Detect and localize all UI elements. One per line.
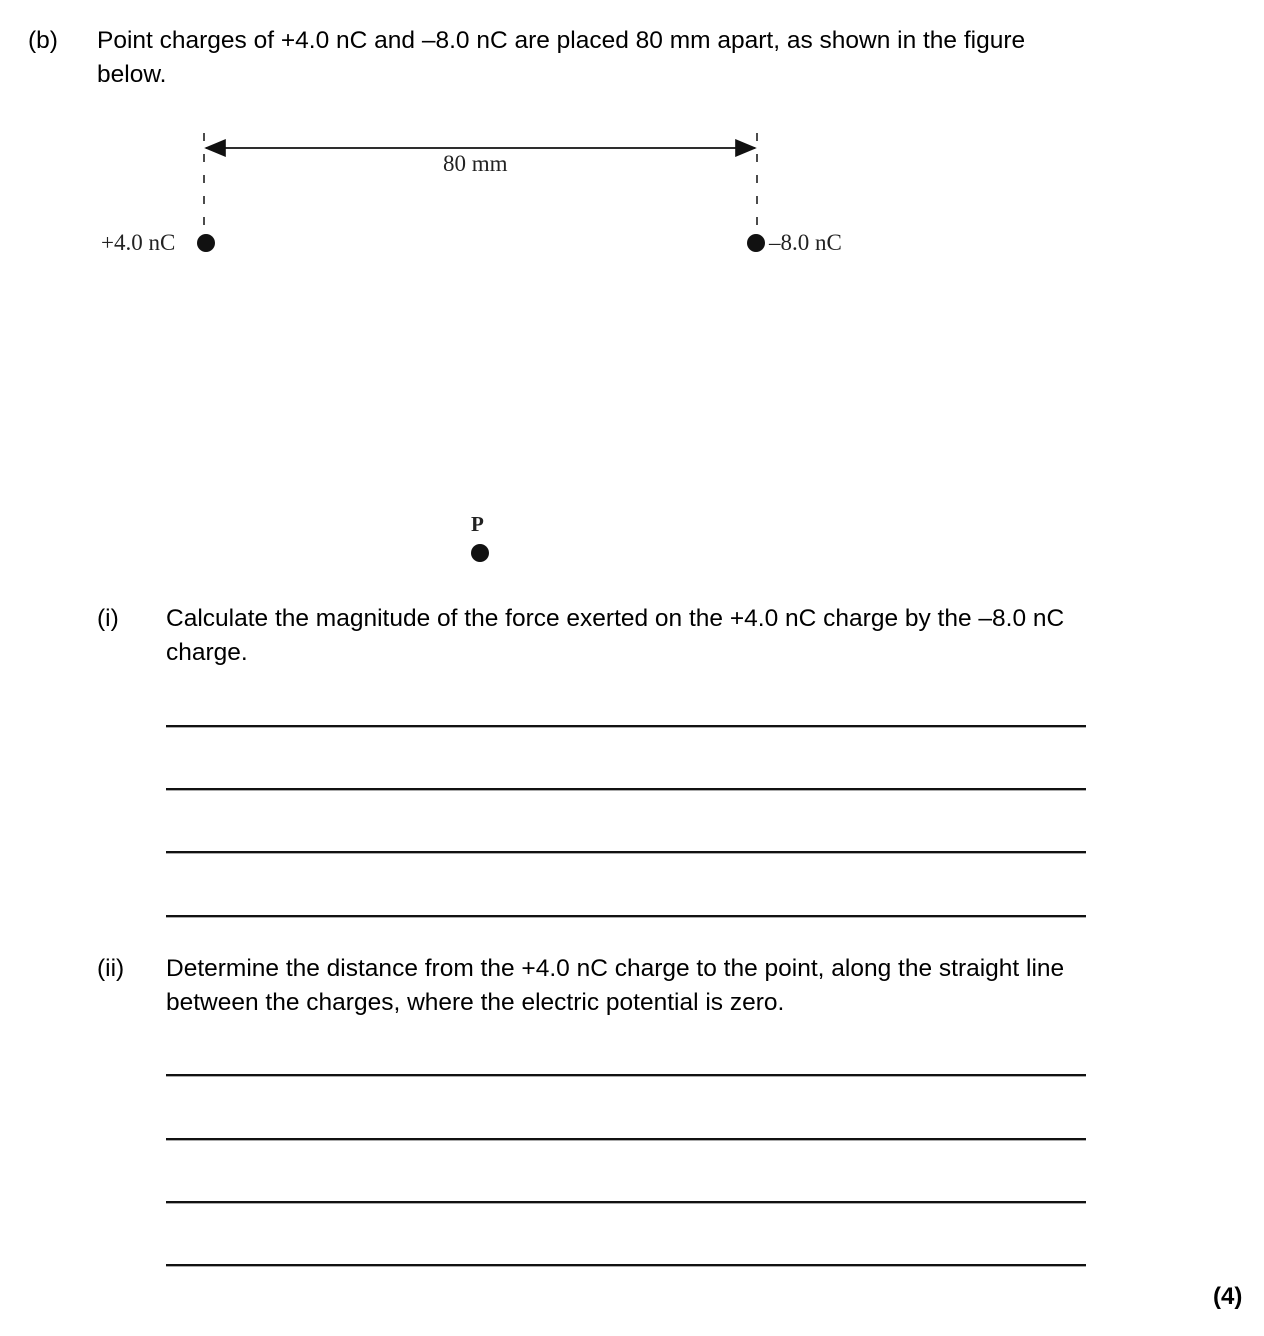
part-i-text-line1: Calculate the magnitude of the force exerted on the +4.0 nC charge by the –8.0 nC — [166, 605, 1065, 632]
part-ii-label: (ii) — [97, 955, 125, 982]
positive-charge-dot — [197, 234, 215, 252]
marks-label: (4) — [1213, 1283, 1243, 1310]
part-ii-text-line1: Determine the distance from the +4.0 nC charge to the point, along the straight line — [166, 955, 1065, 982]
distance-label: 80 mm — [443, 151, 508, 176]
answer-line-ii-1[interactable] — [166, 1074, 1086, 1077]
answer-line-i-4[interactable] — [166, 915, 1086, 918]
point-p-dot — [471, 544, 489, 562]
point-p-label: P — [471, 512, 484, 536]
charge-left-label: +4.0 nC — [101, 230, 176, 255]
part-i-text-line2: charge. — [166, 639, 248, 666]
charges-figure — [0, 0, 1264, 600]
negative-charge-dot — [747, 234, 765, 252]
answer-line-ii-4[interactable] — [166, 1264, 1086, 1267]
part-b-text-line1: Point charges of +4.0 nC and –8.0 nC are placed 80 mm apart, as shown in the figure — [97, 27, 1026, 54]
answer-line-ii-2[interactable] — [166, 1138, 1086, 1141]
part-b-label: (b) — [28, 27, 58, 54]
part-b-text-line2: below. — [97, 61, 167, 88]
answer-line-i-1[interactable] — [166, 725, 1086, 728]
charge-right-label: –8.0 nC — [769, 230, 842, 255]
answer-line-ii-3[interactable] — [166, 1201, 1086, 1204]
answer-line-i-2[interactable] — [166, 788, 1086, 791]
answer-line-i-3[interactable] — [166, 851, 1086, 854]
part-i-label: (i) — [97, 605, 119, 632]
part-ii-text-line2: between the charges, where the electric potential is zero. — [166, 989, 785, 1016]
